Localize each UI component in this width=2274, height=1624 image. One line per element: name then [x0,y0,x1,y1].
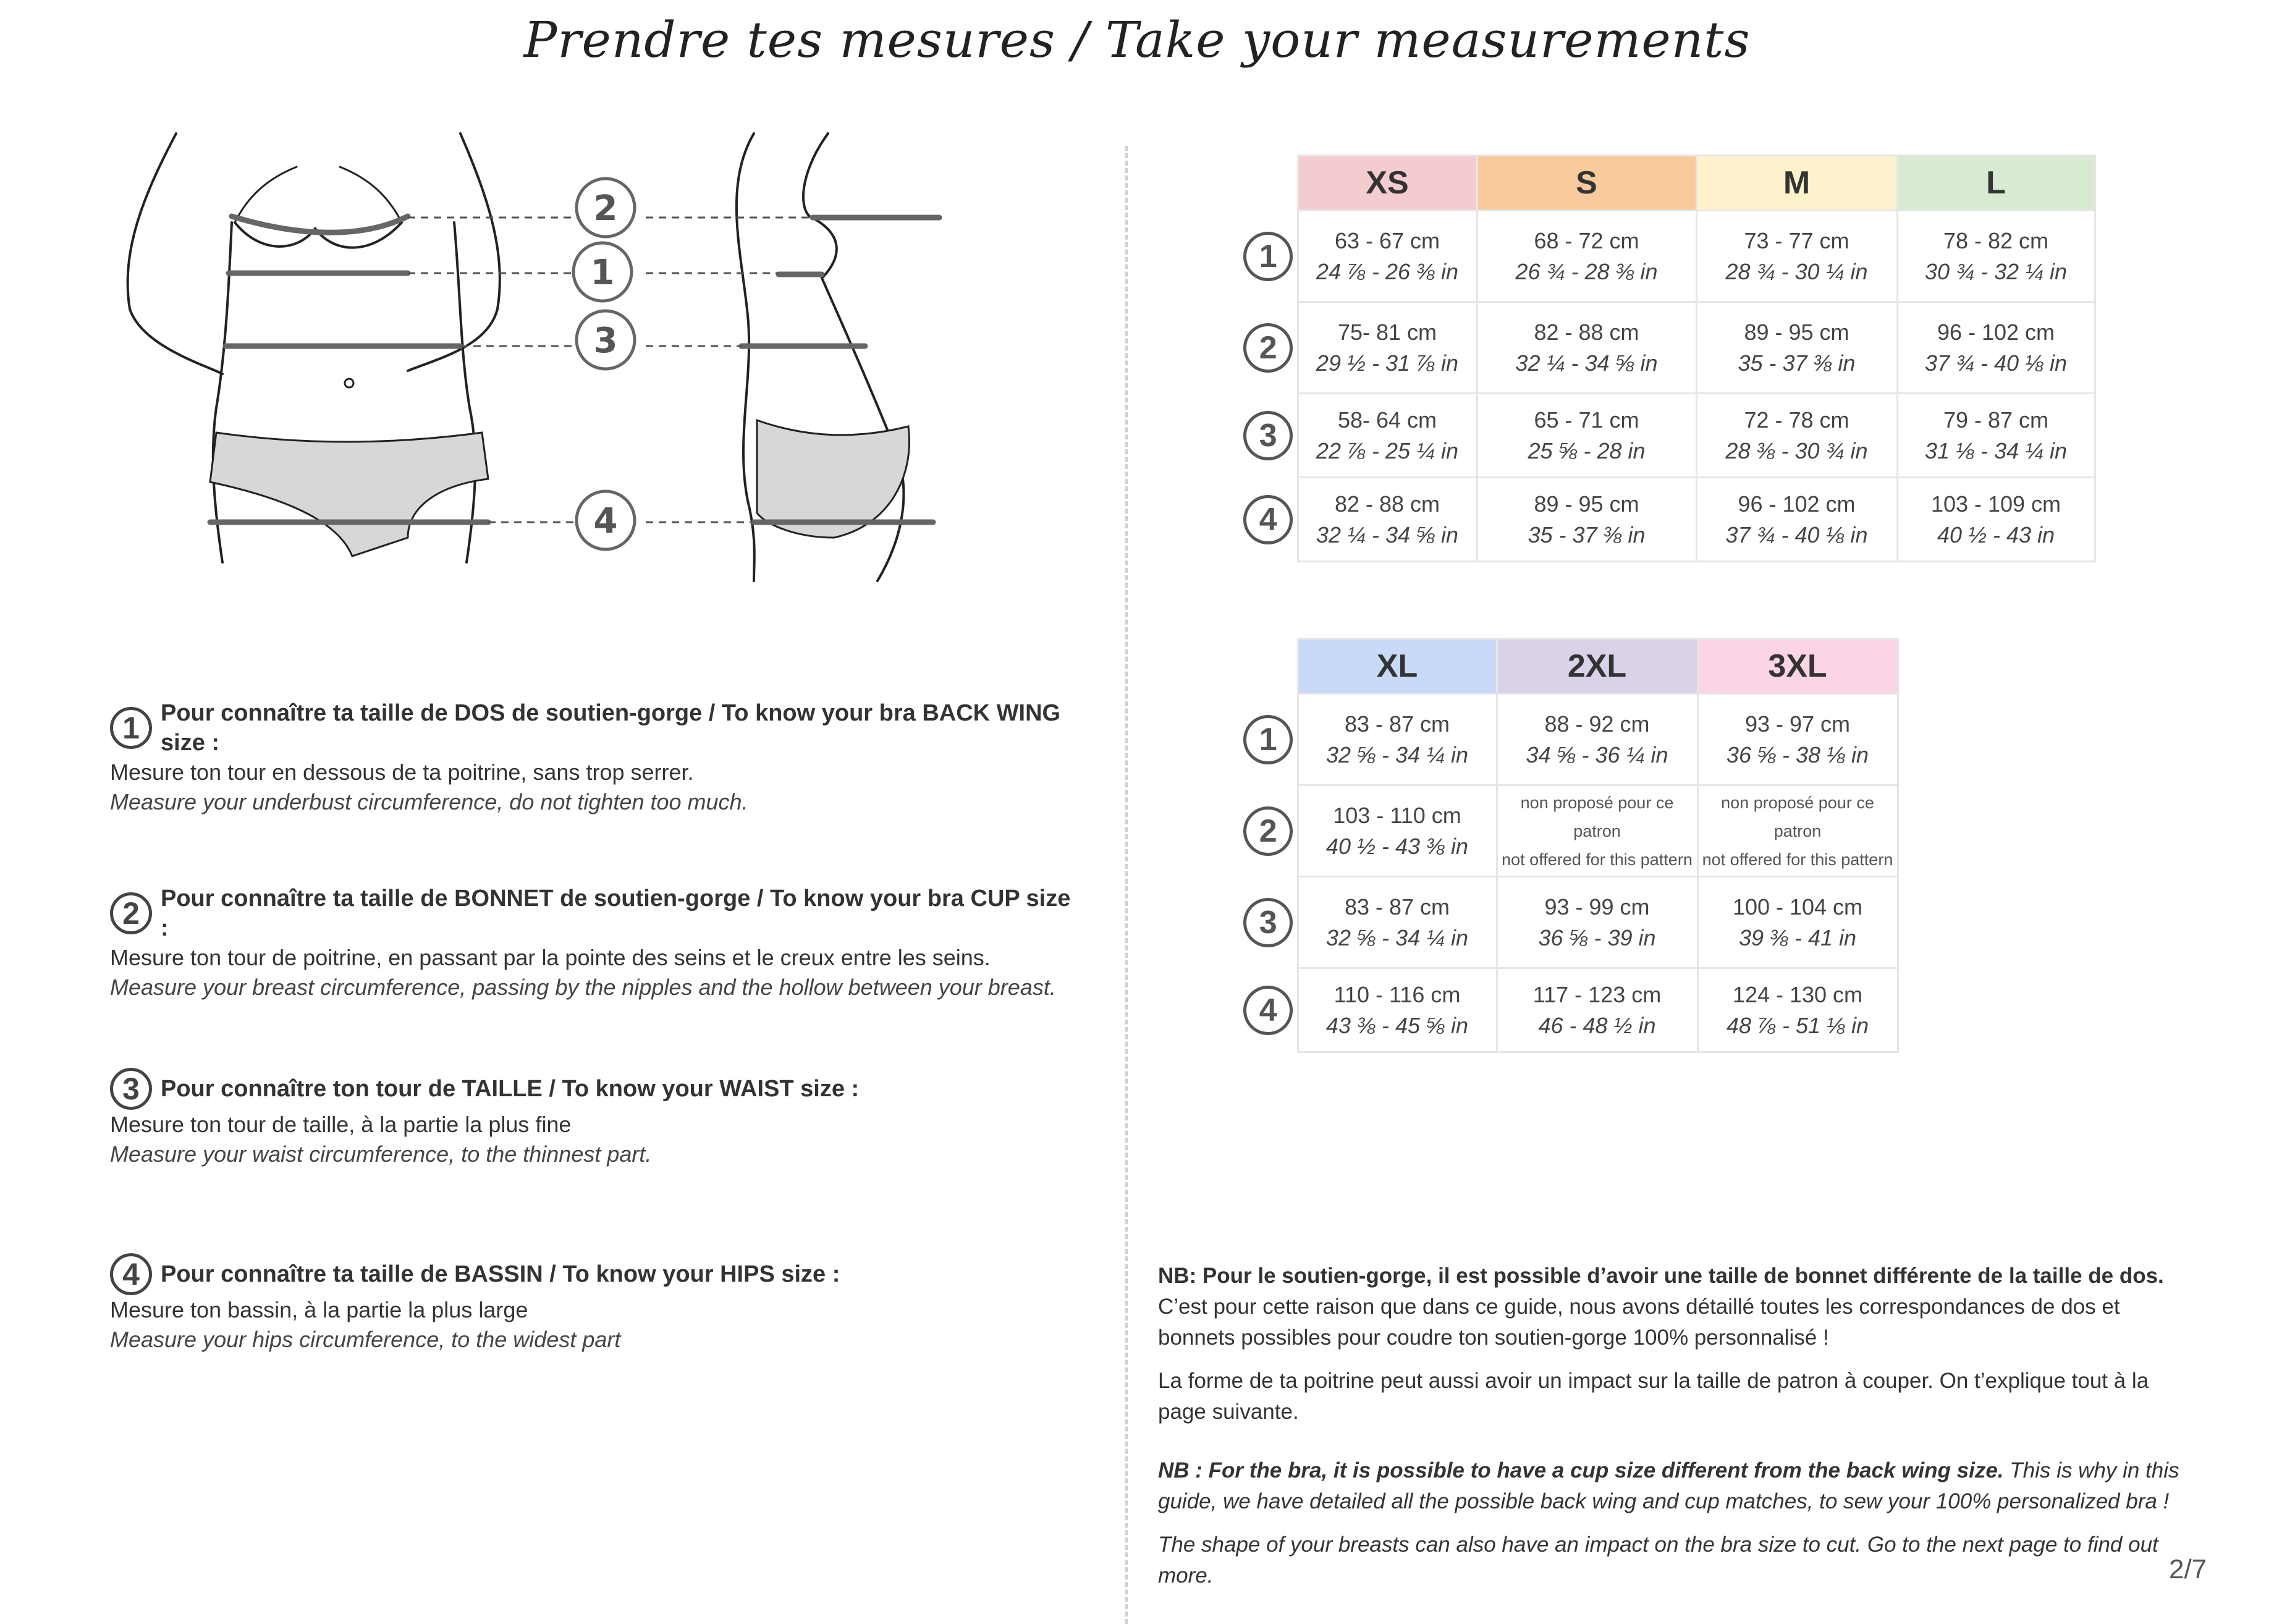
marker-4: 4 [593,501,618,541]
inch-value: 31 ⅛ - 34 ¼ in [1924,438,2068,463]
inch-value: 32 ⅝ - 34 ¼ in [1325,924,1469,950]
cm-value: 65 - 71 cm [1534,407,1639,433]
size-header-s: S [1477,156,1696,211]
cm-value: 89 - 95 cm [1744,319,1849,345]
row-number-badge: 2 [1243,323,1293,373]
table-row [1240,877,1898,968]
instruction-fr: Mesure ton tour de taille, à la partie la plus fine [110,1112,572,1137]
inch-value: 24 ⅞ - 26 ⅜ in [1316,258,1459,284]
front-shoulder-right [340,167,402,222]
size-header-xl: XL [1298,639,1497,694]
number-badge: 4 [110,1253,152,1295]
front-right-arm [408,133,500,371]
instruction-en: Measure your breast circumference, passing by the nipples and the hollow between your breast. [110,975,1056,1000]
note-fr-text2: La forme de ta poitrine peut aussi avoir un impact sur la taille de patron à couper. On t’explique tout à la page suivante. [1158,1369,2149,1424]
not-offered-fr: non proposé pour ce patron [1520,793,1674,840]
front-left-arm [128,133,222,374]
cm-value: 110 - 116 cm [1334,981,1461,1007]
table-row [1240,478,2095,562]
body-measurement-figure [117,130,952,587]
number-badge: 3 [110,1068,152,1110]
cm-value: 124 - 130 cm [1732,981,1863,1007]
instruction-4 [110,1253,1074,1355]
row-number-badge: 3 [1243,411,1293,460]
bust-line [232,216,408,232]
inch-value: 48 ⅞ - 51 ⅛ in [1726,1012,1869,1038]
instruction-heading: Pour connaître ton tour de TAILLE / To know your WAIST size : [161,1076,860,1102]
inch-value: 32 ¼ - 34 ⅝ in [1515,350,1658,376]
inch-value: 29 ½ - 31 ⅞ in [1316,350,1459,376]
instruction-2 [110,884,1074,1002]
number-badge: 2 [110,892,152,934]
inch-value: 39 ⅜ - 41 in [1738,924,1857,950]
not-offered-en: not offered for this pattern [1702,850,1893,869]
inch-value: 22 ⅞ - 25 ¼ in [1316,438,1459,463]
cm-value: 68 - 72 cm [1534,227,1639,253]
cm-value: 88 - 92 cm [1544,711,1650,737]
row-number-badge: 1 [1243,232,1293,281]
cm-value: 83 - 87 cm [1344,894,1450,920]
instruction-heading: Pour connaître ta taille de DOS de soutien-gorge / To know your bra BACK WING size : [161,700,1061,756]
inch-value: 36 ⅝ - 38 ⅛ in [1726,742,1869,768]
cm-value: 73 - 77 cm [1744,227,1849,253]
instruction-fr: Mesure ton bassin, à la partie la plus large [110,1297,528,1322]
note-english [1158,1455,2184,1604]
cm-value: 58- 64 cm [1337,407,1437,433]
size-table-xl-3xl [1240,638,1899,1053]
instruction-heading: Pour connaître ta taille de BASSIN / To know your HIPS size : [161,1261,840,1287]
size-header-xs: XS [1298,156,1477,211]
front-shoulder-left [235,167,297,222]
row-number-badge: 4 [1243,986,1293,1035]
note-fr-text: C’est pour cette raison que dans ce guide, nous avons détaillé toutes les correspondances de dos et bonnets possibles pour coudre ton soutien-gorge 100% personnalisé ! [1158,1295,2120,1350]
note-en-text: This is why in this guide, we have detailed all the possible back wing and cup matches, to sew your 100% personalized bra ! [1158,1458,2179,1513]
number-badge: 1 [110,707,152,749]
row-number-badge: 4 [1243,495,1293,544]
table-row [1240,302,2095,394]
inch-value: 35 - 37 ⅜ in [1528,522,1646,548]
instruction-fr: Mesure ton tour en dessous de ta poitrine, sans trop serrer. [110,759,694,785]
cm-value: 96 - 102 cm [1738,491,1856,517]
table-row [1240,694,1898,785]
cm-value: 79 - 87 cm [1943,407,2049,433]
cm-value: 93 - 99 cm [1544,894,1650,920]
size-table-xs-l [1240,154,2096,562]
note-fr-bold: NB: Pour le soutien-gorge, il est possible d’avoir une taille de bonnet différente de la taille de dos. [1158,1264,2164,1288]
vertical-divider [1125,146,1128,1624]
instruction-en: Measure your waist circumference, to the thinnest part. [110,1141,652,1167]
cm-value: 89 - 95 cm [1534,491,1639,517]
inch-value: 28 ¾ - 30 ¼ in [1725,258,1868,284]
marker-1: 1 [590,253,615,293]
table-row [1240,785,1898,877]
cm-value: 82 - 88 cm [1334,491,1440,517]
cm-value: 72 - 78 cm [1744,407,1849,433]
cm-value: 103 - 110 cm [1333,802,1461,828]
cm-value: 83 - 87 cm [1344,711,1450,737]
table-row [1240,394,2095,478]
inch-value: 32 ¼ - 34 ⅝ in [1316,522,1459,548]
inch-value: 28 ⅜ - 30 ¾ in [1725,438,1868,463]
instruction-en: Measure your underbust circumference, do not tighten too much. [110,789,748,814]
front-briefs [210,433,488,556]
cm-value: 63 - 67 cm [1334,227,1440,253]
page-title: Prendre tes mesures / Take your measurements [523,11,1751,69]
inch-value: 40 ½ - 43 ⅜ in [1325,833,1469,859]
cm-value: 96 - 102 cm [1937,319,2055,345]
inch-value: 26 ¾ - 28 ⅜ in [1515,258,1658,284]
instruction-heading: Pour connaître ta taille de BONNET de soutien-gorge / To know your bra CUP size : [161,886,1071,941]
row-number-badge: 3 [1243,898,1293,947]
not-offered-en: not offered for this pattern [1502,850,1693,869]
instruction-1 [110,698,1074,817]
marker-3: 3 [593,321,618,361]
cm-value: 82 - 88 cm [1534,319,1639,345]
marker-2: 2 [593,188,618,229]
cm-value: 75- 81 cm [1337,319,1437,345]
size-header-2xl: 2XL [1497,639,1697,694]
inch-value: 46 - 48 ½ in [1538,1012,1656,1038]
cm-value: 103 - 109 cm [1930,491,2061,517]
row-number-badge: 1 [1243,715,1293,764]
inch-value: 36 ⅝ - 39 in [1538,924,1656,950]
instruction-3 [110,1068,1074,1169]
inch-value: 43 ⅜ - 45 ⅝ in [1325,1012,1469,1038]
cm-value: 100 - 104 cm [1732,894,1863,920]
instruction-fr: Mesure ton tour de poitrine, en passant par la pointe des seins et le creux entre les seins. [110,945,991,970]
cm-value: 117 - 123 cm [1532,981,1662,1007]
instruction-en: Measure your hips circumference, to the widest part [110,1327,621,1352]
inch-value: 34 ⅝ - 36 ¼ in [1526,742,1668,768]
note-en-text2: The shape of your breasts can also have an impact on the bra size to cut. Go to the next page to find out more. [1158,1533,2158,1588]
inch-value: 32 ⅝ - 34 ¼ in [1325,742,1469,768]
inch-value: 25 ⅝ - 28 in [1528,438,1646,463]
row-number-badge: 2 [1243,806,1293,856]
inch-value: 35 - 37 ⅜ in [1738,350,1856,376]
corner-cell [1240,639,1298,694]
table-row [1240,968,1898,1052]
navel [345,379,353,387]
not-offered-fr: non proposé pour ce patron [1721,793,1874,840]
side-back [737,133,754,581]
inch-value: 37 ¾ - 40 ⅛ in [1725,522,1868,548]
note-french [1158,1261,2184,1440]
size-header-l: L [1897,156,2095,211]
inch-value: 40 ½ - 43 in [1937,522,2055,548]
page-number: 2/7 [2169,1554,2207,1584]
inch-value: 37 ¾ - 40 ⅛ in [1924,350,2068,376]
cm-value: 93 - 97 cm [1744,711,1851,737]
note-en-bold: NB : For the bra, it is possible to have a cup size different from the back wing size. [1158,1458,2004,1482]
inch-value: 30 ¾ - 32 ¼ in [1924,258,2068,284]
corner-cell [1240,156,1298,211]
cm-value: 78 - 82 cm [1943,227,2049,253]
size-header-3xl: 3XL [1697,639,1898,694]
table-row [1240,211,2095,302]
size-header-m: M [1696,156,1897,211]
